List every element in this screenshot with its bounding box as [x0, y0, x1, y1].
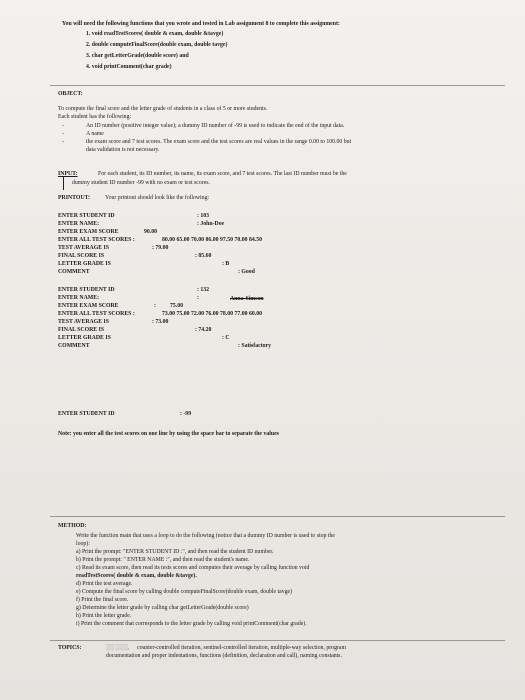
topics-line-1: counter-controlled iteration, sentinel-controlled iteration, multiple-way selection, program — [137, 645, 346, 651]
method-title: METHOD: — [58, 523, 87, 529]
sample-label-comment: COMMENT — [58, 343, 90, 349]
printout-text: Your printout should look like the following: — [105, 195, 210, 201]
sample-label-grade: LETTER GRADE IS — [58, 335, 111, 341]
sample-label-exam: ENTER EXAM SCORE — [58, 229, 119, 235]
s2-final: : 74.20 — [195, 327, 212, 333]
s1-id: : 103 — [197, 213, 210, 219]
s2-name-colon: : — [197, 295, 199, 301]
s1-avg: : 79.00 — [152, 245, 169, 251]
topics-label: TOPICS: — [58, 645, 82, 651]
printout-label: PRINTOUT: — [58, 195, 90, 201]
sample-label-id: ENTER STUDENT ID — [58, 213, 115, 219]
method-step-g: g) Determine the letter grade by calling char getLetterGrade(double score) — [76, 605, 249, 611]
s2-grade: : C — [222, 335, 230, 341]
method-step-c: c) Read its exam score, then read its tests scores and computes their average by calling function void — [76, 565, 310, 571]
s2-comment: : Satisfactory — [238, 343, 272, 349]
sample-note: Note: you enter all the test scores on one line by using the space bar to separate the values — [58, 431, 279, 437]
sample-end-value: : -99 — [180, 411, 192, 417]
s2-exam: 75.00 — [170, 303, 184, 309]
s1-grade: : B — [222, 261, 230, 267]
object-title: OBJECT: — [58, 91, 83, 97]
s1-exam: 90.00 — [144, 229, 158, 235]
method-step-f: f) Print the final score. — [76, 597, 129, 603]
input-line-2: dummy student ID number -99 with no exam or test scores. — [72, 180, 210, 186]
sample-label-tests: ENTER ALL TEST SCORES : — [58, 311, 135, 317]
object-bullet-4: data validation is not necessary. — [86, 147, 160, 153]
sample-label-name: ENTER NAME: — [58, 295, 100, 301]
sample-label-avg: TEST AVERAGE IS — [58, 319, 110, 325]
s1-comment: : Good — [238, 269, 255, 275]
sample-label-tests: ENTER ALL TEST SCORES : — [58, 237, 135, 243]
method-intro-2: loop): — [76, 541, 90, 547]
sample-end-label: ENTER STUDENT ID — [58, 411, 115, 417]
object-bullet-1: An ID number (positive integer value); a dummy ID number of -99 is used to indicate the end of the input data. — [86, 123, 345, 129]
s2-avg: : 73.00 — [152, 319, 169, 325]
sample-label-final: FINAL SCORE IS — [58, 253, 105, 259]
bullet-dash: - — [62, 139, 64, 145]
method-step-h: h) Print the letter grade. — [76, 613, 132, 619]
sample-label-avg: TEST AVERAGE IS — [58, 245, 110, 251]
method-intro-1: Write the function main that uses a loop to do the following (notice that a dummy ID number is used to stop the — [76, 533, 335, 539]
s2-name: Anna-Simson — [230, 296, 264, 302]
object-line-2: Each student has the following: — [58, 114, 132, 120]
method-step-e: e) Compute the final score by calling double computeFinalScore(double exam, double tavge) — [76, 589, 293, 595]
intro-header: You will need the following functions that you wrote and tested in Lab assignment 8 to complete this assignment: — [62, 21, 340, 27]
method-step-b: b) Print the prompt: " ENTER NAME :", and then read the student's name. — [76, 557, 250, 563]
method-step-a: a) Print the prompt: "ENTER STUDENT ID :", and then read the student ID number. — [76, 549, 274, 555]
sample-label-grade: LETTER GRADE IS — [58, 261, 111, 267]
object-line-1: To compute the final score and the letter grade of students in a class of 5 or more students. — [58, 106, 268, 112]
function-1: 1. void readTestScores( double & exam, double &tavge) — [86, 31, 224, 37]
s1-name: : John-Doe — [197, 221, 225, 227]
method-step-c2: readTestScores( double & exam, double &tavge). — [76, 573, 197, 579]
s1-final: : 85.60 — [195, 253, 212, 259]
s2-id: : 132 — [197, 287, 210, 293]
function-3: 3. char getLetterGrade(double score) and — [86, 53, 189, 59]
function-4: 4. void printComment(char grade) — [86, 64, 172, 70]
topics-line-2: documentation and proper indentations, functions (definition, declaration and call), naming constants. — [106, 653, 342, 659]
s2-tests: 73.00 75.00 72.00 76.00 78.00 77.00 60.00 — [162, 311, 262, 317]
object-bullet-2: A name — [86, 131, 104, 137]
sample-label-name: ENTER NAME: — [58, 221, 100, 227]
s1-tests: 80.00 65.00 70.00 86.00 97.50 70.00 84.50 — [162, 237, 262, 243]
text-cursor-icon — [63, 176, 70, 190]
s2-exam-colon: : — [154, 303, 156, 309]
sample-label-final: FINAL SCORE IS — [58, 327, 105, 333]
method-step-i: i) Print the comment that corresponds to the letter grade by calling void printComment(char grade). — [76, 621, 307, 627]
object-bullet-3: the exam score and 7 test scores. The exam score and the test scores are real values in the range 0.00 to 100.00 but — [86, 139, 352, 145]
sample-label-comment: COMMENT — [58, 269, 90, 275]
input-line-1: For each student, its ID number, its name, its exam score, and 7 test scores. The last ID number must be the — [98, 171, 347, 177]
bullet-dash: - — [62, 123, 64, 129]
sample-label-id: ENTER STUDENT ID — [58, 287, 115, 293]
topics-scribble: ░░ ░░░, — [106, 645, 130, 651]
method-step-d: d) Print the test average. — [76, 581, 133, 587]
sample-label-exam: ENTER EXAM SCORE — [58, 303, 119, 309]
function-2: 2. double computeFinalScore(double exam, double tavge) — [86, 42, 228, 48]
input-label: INPUT: — [58, 171, 78, 177]
bullet-dash: - — [62, 131, 64, 137]
